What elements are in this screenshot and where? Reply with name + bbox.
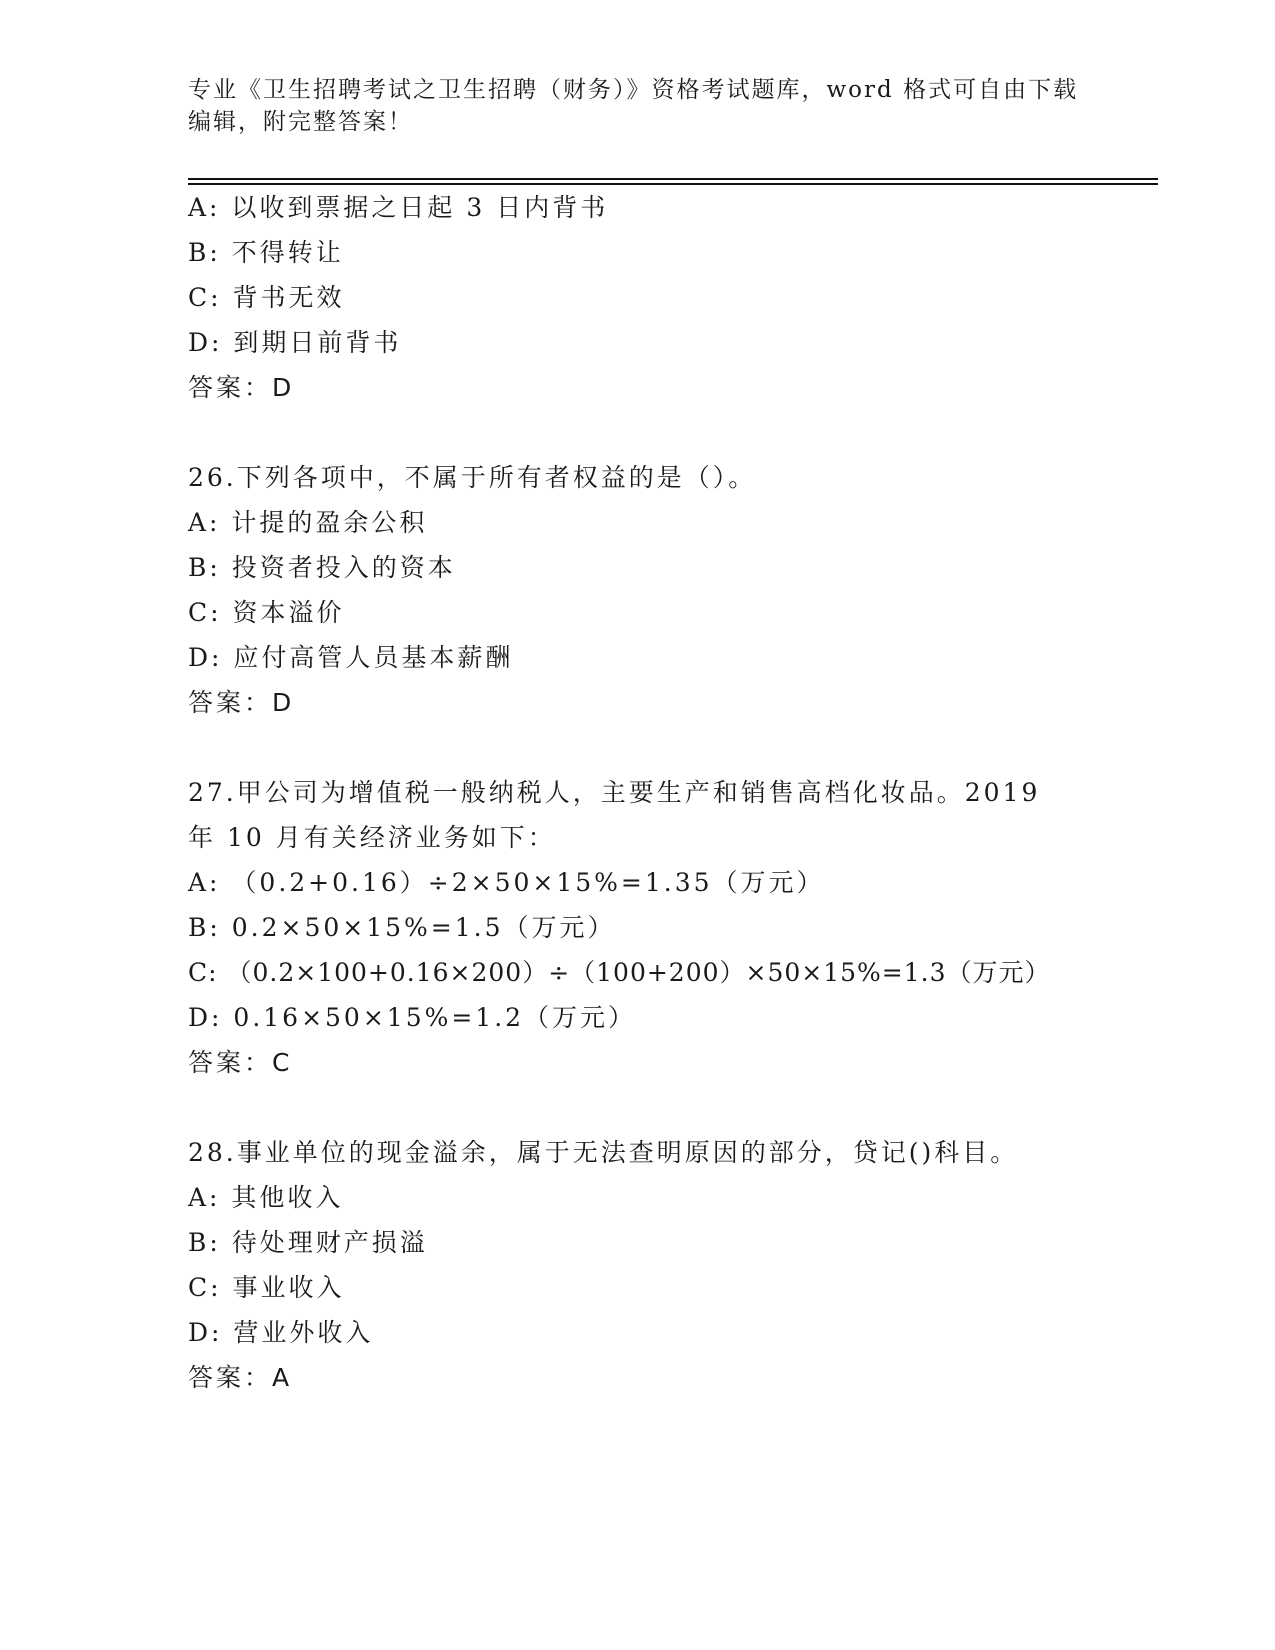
q28-answer (188, 1363, 290, 1393)
header-line-2: 编辑，附完整答案！ (188, 109, 413, 135)
q28-option-d: D: 营业外收入 (188, 1318, 374, 1347)
q26-answer (188, 688, 292, 718)
answer-label: 答案： (188, 373, 273, 402)
answer-value: D (272, 373, 293, 402)
q25-option-a: A: 以收到票据之日起 3 日内背书 (188, 193, 609, 222)
q26-stem: 26.下列各项中，不属于所有者权益的是（）。 (188, 463, 757, 492)
q28-option-b: B: 待处理财产损溢 (188, 1228, 428, 1257)
q27-option-c: C: （0.2×100+0.16×200）÷（100+200）×50×15%=1.3（万元） (188, 958, 1051, 987)
q25-option-d: D: 到期日前背书 (188, 328, 402, 357)
answer-label: 答案： (188, 688, 273, 717)
answer-value: A (272, 1363, 291, 1392)
answer-value: C (272, 1048, 291, 1077)
q27-option-d: D: 0.16×50×15%=1.2（万元） (188, 1003, 637, 1032)
q26-option-c: C: 资本溢价 (188, 598, 345, 627)
document-header (188, 74, 1088, 138)
q26-option-d: D: 应付高管人员基本薪酬 (188, 643, 514, 672)
q27-stem-line-2: 年 10 月有关经济业务如下： (188, 823, 556, 852)
q28-stem: 28.事业单位的现金溢余，属于无法查明原因的部分，贷记()科目。 (188, 1138, 1019, 1167)
header-line-1: 专业《卫生招聘考试之卫生招聘（财务）》资格考试题库，word 格式可自由下载 (188, 77, 1079, 103)
answer-label: 答案： (188, 1048, 273, 1077)
q27-answer (188, 1048, 290, 1078)
q27-stem-line-1: 27.甲公司为增值税一般纳税人，主要生产和销售高档化妆品。2019 (188, 778, 1041, 807)
q25-option-c: C: 背书无效 (188, 283, 345, 312)
header-divider-bottom (188, 183, 1158, 185)
answer-label: 答案： (188, 1363, 273, 1392)
q27-option-b: B: 0.2×50×15%=1.5（万元） (188, 913, 616, 942)
q26-option-b: B: 投资者投入的资本 (188, 553, 456, 582)
q28-option-c: C: 事业收入 (188, 1273, 345, 1302)
header-divider-top (188, 178, 1158, 180)
q26-option-a: A: 计提的盈余公积 (188, 508, 428, 537)
answer-value: D (272, 688, 293, 717)
q25-option-b: B: 不得转让 (188, 238, 344, 267)
q25-answer (188, 373, 292, 403)
q28-option-a: A: 其他收入 (188, 1183, 344, 1212)
q27-option-a: A: （0.2+0.16）÷2×50×15%=1.35（万元） (188, 868, 825, 897)
